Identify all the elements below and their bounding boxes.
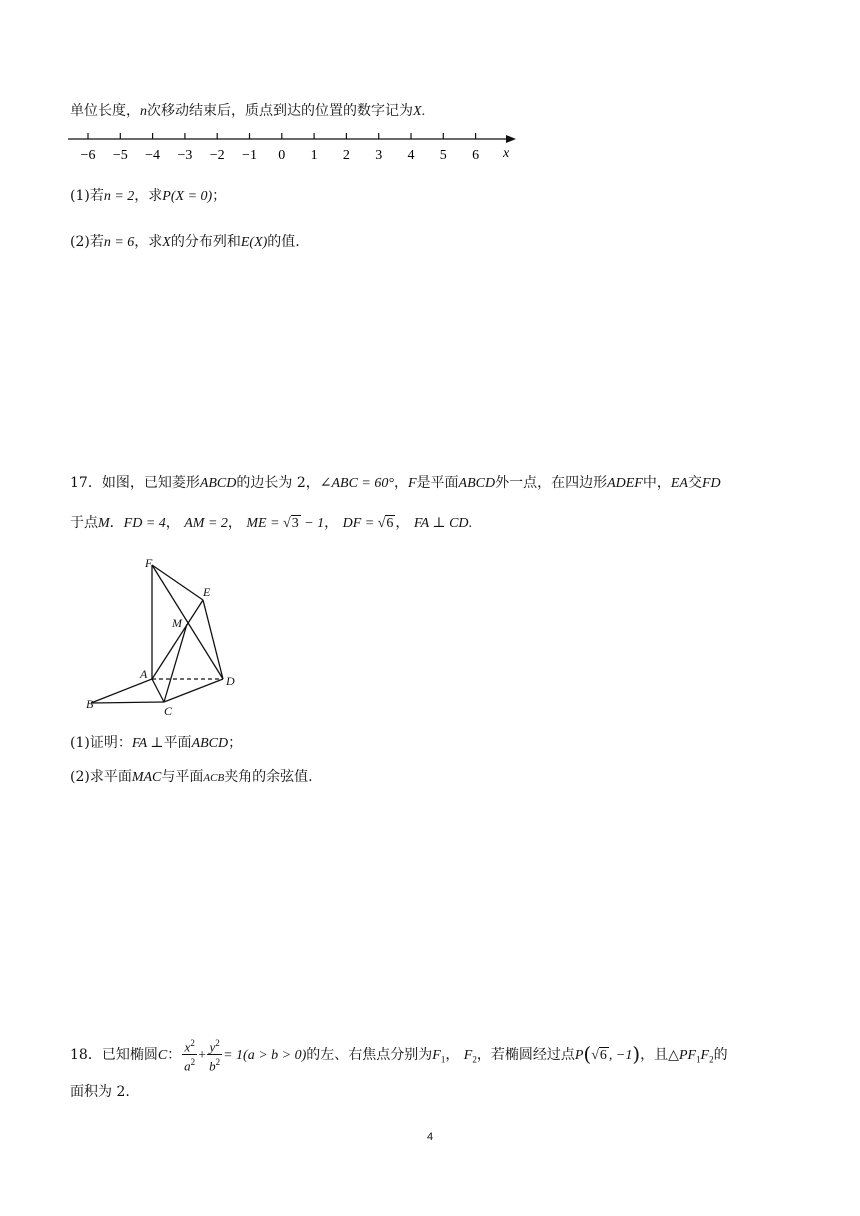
edge-ED (203, 600, 223, 679)
number-line-tick-label: −3 (177, 148, 193, 163)
number-line-tick-label: 4 (407, 148, 415, 163)
label-E: E (203, 585, 211, 599)
number-line-tick-label: −6 (80, 148, 96, 163)
q16-part2: (2)若n = 6，求X的分布列和E(X)的值. (70, 234, 300, 250)
number-line-tick-label: 1 (310, 148, 318, 163)
number-line-axis-label: x (503, 146, 510, 161)
edge-MC (164, 624, 187, 702)
number-line-tick-label: 3 (375, 148, 383, 163)
number-line-arrow (506, 135, 516, 143)
label-F: F (145, 556, 153, 570)
page-number: 4 (426, 1131, 434, 1143)
label-M: M (172, 616, 182, 630)
number-line-tick-label: 6 (472, 148, 480, 163)
fraction-x2-a2: $\frac{x^2}{a^2}$ (184, 1038, 196, 1074)
q17-statement-line1: 17．如图，已知菱形ABCD的边长为 2，∠ABC = 60°，F是平面ABCD外一点，在四边形ADEF中，EA交FD (70, 475, 721, 491)
edge-CD (164, 679, 223, 702)
var-X: X (413, 104, 422, 119)
number-line-tick-label: −1 (242, 148, 257, 163)
number-line-tick-label: 2 (342, 148, 350, 163)
q16-part1: (1)若n = 2，求P(X = 0)； (70, 188, 227, 204)
edge-BC (91, 702, 164, 703)
fraction-y2-b2: $\frac{y^2}{b^2}$ (209, 1038, 221, 1074)
label-B: B (86, 697, 94, 711)
number-line-tick-label: −2 (209, 148, 225, 163)
q17-statement-line2: 于点M．FD = 4， AM = 2， ME = √3 − 1， DF = √6 ， FA ⊥ CD. (70, 515, 473, 531)
q17-part2: (2)求平面MAC与平面ACB夹角的余弦值. (70, 769, 313, 785)
number-line-tick-label: −5 (112, 148, 128, 163)
label-D: D (226, 674, 235, 688)
edge-EA (152, 600, 203, 679)
number-line-tick-label: 0 (278, 148, 286, 163)
edge-AC (152, 679, 164, 702)
geometry-figure (82, 555, 252, 720)
edge-BA (91, 679, 152, 703)
label-A: A (140, 667, 148, 681)
q16-intro-line: 单位长度，n次移动结束后，质点到达的位置的数字记为X. (70, 103, 426, 119)
number-line-tick-label: −4 (145, 148, 161, 163)
number-line-tick-label: 5 (439, 148, 447, 163)
q18-statement-line2: 面积为 2. (70, 1084, 130, 1100)
number-line (66, 128, 526, 168)
label-C: C (164, 704, 173, 718)
q18-statement-line1: 18．已知椭圆C： $\frac{x^2}{a^2}$ + $\frac{y^2}{b^2}$ = 1(a > b > 0)的左、右焦点分别为$F_1$， $F_2$，若椭圆经过点P(√6 , −1)，且$\triangle PF_1F_2$的 (70, 1038, 728, 1074)
var-n: n (140, 104, 147, 119)
edge-FE (152, 565, 203, 600)
q17-part1: (1)证明：FA ⊥平面ABCD； (70, 735, 243, 751)
